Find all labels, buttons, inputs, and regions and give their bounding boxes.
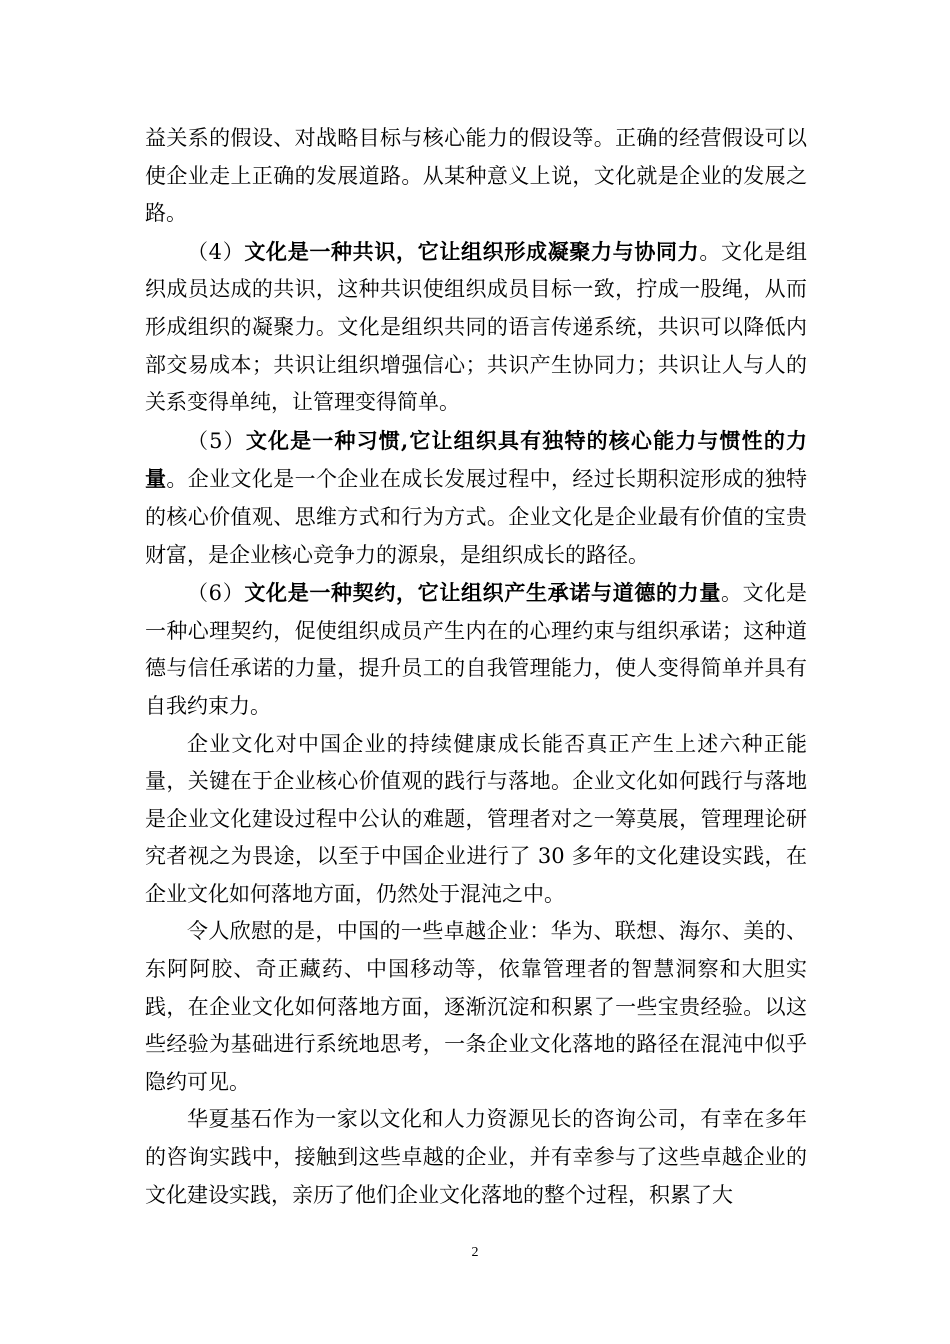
point-number: （5） xyxy=(187,428,246,453)
paragraph-point-5 xyxy=(145,422,807,574)
paragraph-continuation xyxy=(145,120,807,233)
paragraph-point-6 xyxy=(145,574,807,725)
paragraph-excellent-companies xyxy=(145,913,807,1101)
paragraph-text: 。文化是一种心理契约，促使组织成员产生内在的心理约束与组织承诺；这种道德与信任承诺的力量，提升员工的自我管理能力，使人变得简单并具有自我约束力。 xyxy=(145,581,807,718)
paragraph-consulting-firm xyxy=(145,1101,807,1214)
document-body xyxy=(145,120,807,1214)
paragraph-text: 。文化是组织成员达成的共识，这种共识使组织成员目标一致，拧成一股绳，从而形成组织的凝聚力。文化是组织共同的语言传递系统，共识可以降低内部交易成本；共识让组织增强信心；共识产生协同力；共识让人与人的关系变得单纯，让管理变得简单。 xyxy=(145,239,807,415)
paragraph-text: 益关系的假设、对战略目标与核心能力的假设等。正确的经营假设可以使企业走上正确的发展道路。从某种意义上说，文化就是企业的发展之路。 xyxy=(145,126,807,226)
point-heading: 文化是一种共识，它让组织形成凝聚力与协同力 xyxy=(244,238,700,264)
paragraph-text: 令人欣慰的是，中国的一些卓越企业：华为、联想、海尔、美的、东阿阿胶、奇正藏药、中国移动等，依靠管理者的智慧洞察和大胆实践，在企业文化如何落地方面，逐渐沉淀和积累了一些宝贵经验。以这些经验为基础进行系统地思考，一条企业文化落地的路径在混沌中似乎隐约可见。 xyxy=(145,919,807,1094)
paragraph-text: 。企业文化是一个企业在成长发展过程中，经过长期积淀形成的独特的核心价值观、思维方式和行为方式。企业文化是企业最有价值的宝贵财富，是企业核心竞争力的源泉，是组织成长的路径。 xyxy=(145,467,808,567)
paragraph-text: 企业文化对中国企业的持续健康成长能否真正产生上述六种正能量，关键在于企业核心价值观的践行与落地。企业文化如何践行与落地是企业文化建设过程中公认的难题，管理者对之一筹莫展，管理理论研究者视之为畏途，以至于中国企业进行了 30 多年的文化建设实践，在企业文化如何落地方面，仍然处于混沌之中。 xyxy=(145,731,807,906)
paragraph-culture-landing xyxy=(145,726,807,914)
paragraph-point-4 xyxy=(145,233,807,422)
point-heading: 文化是一种习惯,它让组织具有独特的核心能力与惯性的力量 xyxy=(145,427,807,492)
point-heading: 文化是一种契约，它让组织产生承诺与道德的力量 xyxy=(244,580,721,606)
page-number: 2 xyxy=(471,1245,479,1260)
point-number: （6） xyxy=(187,581,245,606)
point-number: （4） xyxy=(187,239,245,264)
paragraph-text: 华夏基石作为一家以文化和人力资源见长的咨询公司，有幸在多年的咨询实践中，接触到这些卓越的企业，并有幸参与了这些卓越企业的文化建设实践，亲历了他们企业文化落地的整个过程，积累了大 xyxy=(145,1107,807,1207)
